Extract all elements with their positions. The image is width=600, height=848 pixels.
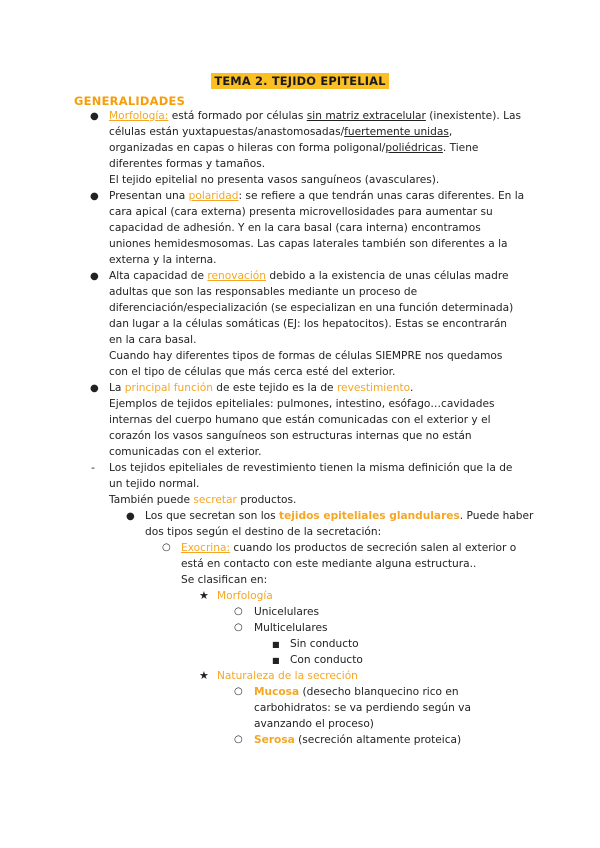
list-item-multicelulares: Multicelulares: [254, 622, 328, 634]
paragraph-glandulares: Los que secretan son los tejidos epiteliales glandulares. Puede haber dos tipos según el destino de la secretación:: [145, 510, 534, 538]
paragraph-morfologia: Morfología: está formado por células sin matriz extracelular (inexistente). Las células están yuxtapuestas/anastomosadas/fuertemente unidas, organizadas en capas o hileras con forma poligonal/poliédricas. Tiene diferentes formas y tamaños. El tejido epitelial no presenta vasos sanguíneos (avasculares).: [109, 110, 521, 186]
term-fuertemente-unidas: fuertemente unidas: [344, 126, 449, 138]
bullet-circle-icon: ○: [162, 542, 171, 553]
bullet-dot-icon: ●: [90, 271, 99, 282]
list-item-con-conducto: Con conducto: [290, 654, 363, 666]
bullet-circle-icon: ○: [234, 622, 243, 633]
list-item-serosa: Serosa (secreción altamente proteica): [254, 734, 462, 746]
term-exocrina: Exocrina:: [181, 542, 231, 554]
term-sin-matriz: sin matriz extracelular: [306, 110, 426, 122]
paragraph-funcion: La principal función de este tejido es la de revestimiento. Ejemplos de tejidos epiteliales: pulmones, intestino, esófago…cavidades internas del cuerpo humano que están comunicadas con el exterior y el corazón los vasos sanguíneos son estructuras internas que no están comunicadas con el exterior.: [109, 382, 495, 458]
term-renovacion: renovación: [207, 270, 266, 282]
list-item-sin-conducto: Sin conducto: [290, 638, 359, 650]
bullet-square-icon: ■: [272, 640, 280, 649]
bullet-dot-icon: ●: [90, 111, 99, 122]
term-mucosa: Mucosa: [254, 686, 300, 698]
bullet-dash-icon: -: [91, 461, 95, 474]
bullet-dot-icon: ●: [90, 383, 99, 394]
paragraph-exocrina: Exocrina: cuando los productos de secreción salen al exterior o está en contacto con este mediante alguna estructura.. Se clasifican en:: [181, 542, 517, 586]
bullet-circle-icon: ○: [234, 734, 243, 745]
bullet-square-icon: ■: [272, 656, 280, 665]
section-heading: GENERALIDADES: [74, 94, 186, 108]
star-icon: ★: [199, 589, 209, 602]
term-principal-funcion: principal función: [124, 382, 213, 394]
paragraph-polaridad: Presentan una polaridad: se refiere a que tendrán unas caras diferentes. En la cara apical (cara externa) presenta microvellosidades para aumentar su capacidad de adhesión. Y en la cara basal (cara interna) encontramos uniones hemidesmosomas. Las capas laterales también son diferentes a la externa y la interna.: [109, 190, 525, 266]
title-highlight: TEMA 2. TEJIDO EPITELIAL: [211, 73, 388, 89]
bullet-dot-icon: ●: [126, 511, 135, 522]
paragraph-revestimiento: Los tejidos epiteliales de revestimiento tienen la misma definición que la de un tejido normal. También puede secretar productos.: [109, 462, 513, 506]
list-item-mucosa: Mucosa (desecho blanquecino rico en carbohidratos: se va perdiendo según va avanzando el proceso): [254, 686, 471, 730]
term-poliedricas: poliédricas: [385, 142, 443, 154]
page-title: [0, 73, 600, 89]
heading-morfologia: Morfología: [217, 590, 273, 602]
term-polaridad: polaridad: [188, 190, 239, 202]
bullet-circle-icon: ○: [234, 686, 243, 697]
paragraph-renovacion: Alta capacidad de renovación debido a la existencia de unas células madre adultas que son las responsables mediante un proceso de diferenciación/especialización (se especializan en una función determinada) dan lugar a la células somáticas (EJ: los hepatocitos). Estas se encontrarán en la cara basal. Cuando hay diferentes tipos de formas de células SIEMPRE nos quedamos con el tipo de células que más cerca esté del exterior.: [109, 270, 514, 378]
bullet-circle-icon: ○: [234, 606, 243, 617]
heading-naturaleza: Naturaleza de la secreción: [217, 670, 358, 682]
star-icon: ★: [199, 669, 209, 682]
term-morfologia: Morfología:: [109, 110, 169, 122]
term-revestimiento: revestimiento: [336, 382, 410, 394]
term-secretar: secretar: [193, 494, 237, 506]
term-serosa: Serosa: [254, 734, 295, 746]
term-tejidos-glandulares: tejidos epiteliales glandulares: [279, 510, 460, 522]
list-item-unicelulares: Unicelulares: [254, 606, 320, 618]
bullet-dot-icon: ●: [90, 191, 99, 202]
